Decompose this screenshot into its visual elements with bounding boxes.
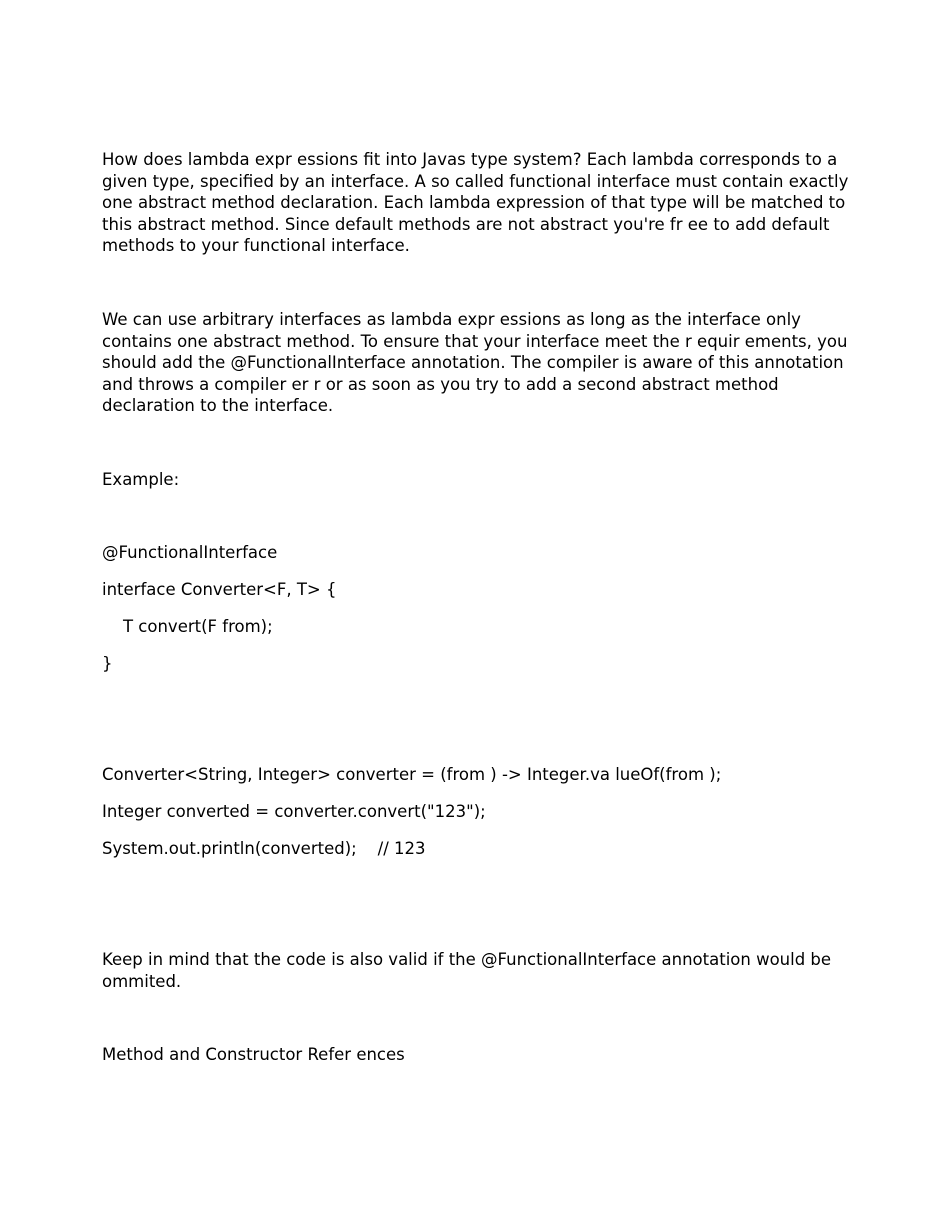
paragraph-annotation-optional: Keep in mind that the code is also valid if the @FunctionalInterface annotation would be ommited. bbox=[102, 950, 832, 991]
code-line: } bbox=[102, 654, 113, 673]
paragraph-lambda-type-system: How does lambda expr essions fit into Javas type system? Each lambda corresponds to a given type, specified by an interface. A so called functional interface must contain exactly one abstract method declaration. Each lambda expression of that type will be matched to this abstract method. Since default methods are not abstract you're fr ee to add default methods to your functional interface. bbox=[102, 150, 849, 255]
paragraph-functional-interface-annotation: We can use arbitrary interfaces as lambda expr essions as long as the interface only contains one abstract method. To ensure that your interface meet the r equir ements, you should add the @FunctionalInterface annotation. The compiler is aware of this annotation and throws a compiler er r or as soon as you try to add a second abstract method declaration to the interface. bbox=[102, 310, 848, 415]
example-label: Example: bbox=[102, 470, 180, 489]
code-line: System.out.println(converted); // 123 bbox=[102, 839, 426, 858]
section-heading-method-references: Method and Constructor Refer ences bbox=[102, 1045, 405, 1064]
code-line: Converter<String, Integer> converter = (from ) -> Integer.va lueOf(from ); bbox=[102, 765, 722, 784]
code-line: T convert(F from); bbox=[102, 617, 273, 636]
code-line: interface Converter<F, T> { bbox=[102, 580, 337, 599]
code-line: Integer converted = converter.convert("123"); bbox=[102, 802, 486, 821]
code-line: @FunctionalInterface bbox=[102, 543, 278, 562]
